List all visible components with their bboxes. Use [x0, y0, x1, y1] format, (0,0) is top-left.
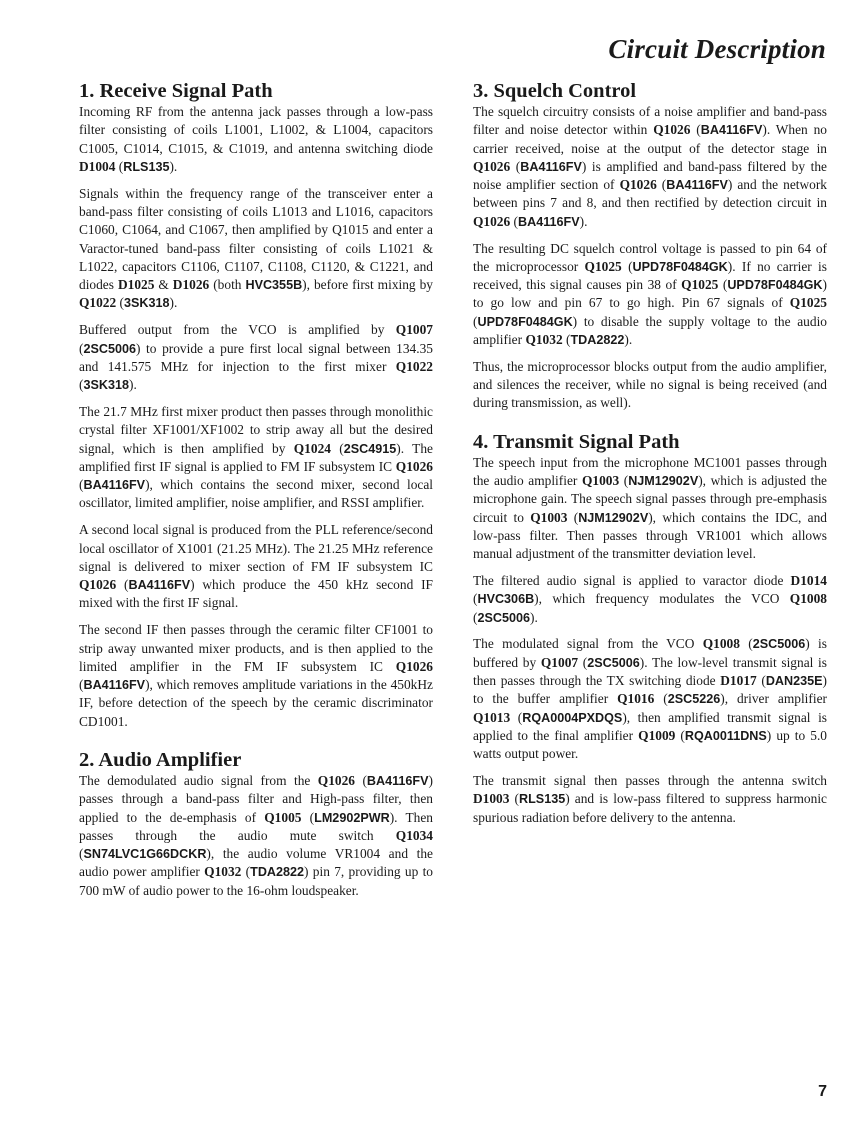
text-run: ( [473, 591, 478, 607]
text-run: A second local signal is produced from the PLL reference/second local oscillator of X1001 (21.25 MHz). The 21.25 MHz reference signal is delivered to mixer section of FM IF subsystem IC [79, 522, 433, 574]
paragraph [473, 358, 827, 413]
component-ref: D1026 [172, 277, 210, 293]
text-run: The speech input from the microphone MC1001 passes through the audio amplifier [473, 454, 827, 489]
part-number: SN74LVC1G66DCKR [83, 847, 207, 862]
text-run: ( [116, 577, 129, 593]
right-column [473, 80, 827, 845]
part-number: UPD78F0484GK [727, 278, 823, 293]
component-ref: Q1013 [473, 709, 511, 725]
text-run: ( [116, 295, 125, 311]
text-run: ( [241, 864, 251, 880]
section-audio-amplifier [79, 749, 433, 900]
text-run: ) to go low and pin 67 to go high. Pin 67 signals of [473, 277, 827, 311]
left-column [79, 80, 433, 918]
part-number: BA4116FV [666, 178, 728, 193]
component-ref: Q1032 [525, 332, 563, 348]
component-ref: D1004 [79, 158, 116, 174]
part-number: RQA0004PXDQS [522, 710, 623, 725]
text-run: The second IF then passes through the ceramic filter CF1001 to strip away unwanted mixer products, and is then applied to the limited amplifier in the FM IF subsystem IC [79, 622, 433, 674]
paragraph [473, 103, 827, 231]
text-run: ) and the network between pins 7 and 8, and then rectified by detection circuit in [473, 177, 828, 211]
component-ref: Q1026 [317, 773, 355, 788]
text-run: The filtered audio signal is applied to varactor diode [473, 573, 791, 589]
part-number: BA4116FV [83, 478, 146, 493]
part-number: LM2902PWR [314, 810, 390, 825]
component-ref: Q1026 [395, 458, 433, 474]
component-ref: Q1026 [473, 213, 511, 229]
text-run: ( [621, 258, 633, 274]
text-run: ( [510, 709, 523, 725]
component-ref: Q1022 [79, 295, 117, 311]
text-run: ( [656, 177, 667, 193]
paragraph [473, 772, 827, 827]
part-number: UPD78F0484GK [632, 259, 728, 274]
paragraph [79, 521, 433, 612]
part-number: TDA2822 [250, 865, 305, 880]
paragraph [79, 185, 433, 313]
text-run: ). [579, 213, 588, 229]
section-title: 3. Squelch Control [473, 80, 637, 102]
component-ref: D1025 [117, 277, 155, 293]
section-body [79, 772, 433, 900]
part-number: RLS135 [519, 792, 566, 807]
component-ref: Q1007 [540, 654, 579, 670]
text-run: The 21.7 MHz first mixer product then passes through monolithic crystal filter XF1001/XF1002 to strip away all but the desired signal, which is then amplified by [79, 403, 433, 456]
text-run: ). [169, 295, 178, 311]
text-run: ), which is adjusted the microphone gain. The speech signal passes through pre-emphasis circuit to [473, 473, 828, 525]
text-run: ). [169, 158, 178, 174]
text-run: ( [79, 377, 84, 393]
text-run: ( [654, 691, 668, 707]
component-ref: Q1025 [584, 258, 622, 274]
text-run: ( [330, 440, 344, 456]
paragraph [473, 572, 827, 627]
part-number: RLS135 [123, 159, 170, 174]
text-run: ) is amplified and band-pass filtered by the noise amplifier section of [473, 158, 828, 193]
page-header-title: Circuit Description [608, 34, 826, 64]
part-number: 3SK318 [83, 378, 129, 393]
part-number: HVC355B [245, 278, 303, 293]
text-run: ). The low-level transmit signal is then passes through the TX switching diode [473, 654, 827, 689]
text-run: ( [79, 340, 84, 356]
part-number: BA4116FV [83, 678, 146, 693]
part-number: TDA2822 [570, 333, 625, 348]
text-run: ( [301, 809, 315, 825]
text-run: Incoming RF from the antenna jack passes through a low-pass filter consisting of coils L1001, L1002, & L1004, capacitors C1005, C1014, C1015, & C1019, and antenna switching diode [79, 104, 433, 156]
text-run: ( [739, 636, 753, 652]
text-run: ). [128, 377, 137, 393]
component-ref: Q1026 [79, 577, 117, 593]
text-run: ) to the buffer amplifier [473, 673, 827, 707]
part-number: 3SK318 [124, 296, 170, 311]
text-run: The resulting DC squelch control voltage is passed to pin 64 of the microprocessor [473, 240, 827, 274]
component-ref: Q1022 [395, 358, 433, 374]
text-run: The demodulated audio signal from the [79, 773, 318, 788]
component-ref: Q1024 [293, 440, 331, 456]
text-run: ( [79, 477, 84, 493]
text-run: ( [510, 213, 519, 229]
part-number: 2SC5006 [587, 655, 640, 670]
text-run: ) which produce the 450 kHz second IF mixed with the first IF signal. [79, 577, 433, 611]
text-run: (both [209, 277, 246, 293]
part-number: DAN235E [765, 674, 823, 689]
text-run: ( [756, 673, 766, 689]
text-run: The modulated signal from the VCO [473, 636, 703, 652]
part-number: RQA0011DNS [684, 728, 767, 743]
text-run: ), which frequency modulates the VCO [534, 591, 790, 607]
part-number: 2SC5006 [83, 341, 136, 356]
part-number: BA4116FV [518, 214, 580, 229]
section-body [79, 103, 433, 731]
paragraph [473, 454, 827, 564]
section-receive-signal-path [79, 80, 433, 731]
component-ref: Q1008 [789, 591, 827, 607]
text-run: ). [529, 609, 538, 625]
text-run: ( [509, 791, 520, 807]
section-title: 2. Audio Amplifier [79, 749, 242, 771]
text-run: ( [355, 773, 367, 788]
component-ref: Q1034 [395, 827, 433, 843]
component-ref: Q1026 [395, 658, 433, 674]
component-ref: Q1016 [617, 691, 655, 707]
paragraph [79, 403, 433, 513]
part-number: NJM12902V [628, 474, 699, 489]
component-ref: Q1025 [681, 277, 719, 293]
paragraph [79, 621, 433, 731]
text-run: The transmit signal then passes through the antenna switch [473, 773, 827, 788]
text-run: Buffered output from the VCO is amplified by [79, 322, 396, 338]
section-body [473, 454, 827, 827]
part-number: NJM12902V [578, 510, 649, 525]
text-run: ( [115, 158, 124, 174]
component-ref: Q1009 [638, 727, 676, 743]
section-transmit-signal-path [473, 431, 827, 827]
part-number: 2SC5006 [752, 637, 806, 652]
paragraph [79, 772, 433, 900]
section-body [473, 103, 827, 413]
text-run: ). When no carrier received, noise at the output of the detector stage in [473, 122, 827, 156]
part-number: 2SC5006 [477, 610, 530, 625]
text-run: Signals within the frequency range of the transceiver enter a band-pass filter consisting of coils L1013 and L1016, capacitors C1060, C1064, and C1067, then amplified by Q1015 and enter a Varactor-tuned band-pass filter consisting of coils L1021 & L1022, capacitors C1106, C1107, C1108, C1120, & C1221, and diodes [79, 185, 433, 293]
part-number: BA4116FV [520, 159, 582, 174]
text-run: ( [567, 509, 579, 525]
section-title: 1. Receive Signal Path [79, 80, 273, 102]
text-run: ( [578, 654, 588, 670]
part-number: 2SC4915 [343, 441, 397, 456]
text-run: ( [510, 158, 521, 174]
text-run: The squelch circuitry consists of a noise amplifier and band-pass filter and noise detector within [473, 104, 827, 138]
text-run: ), then amplified transmit signal is applied to the final amplifier [473, 709, 828, 743]
text-run: ( [562, 332, 571, 348]
text-run: ( [619, 473, 629, 489]
text-run: ( [473, 313, 478, 329]
text-run: ) up to 5.0 watts output power. [473, 727, 828, 762]
component-ref: Q1003 [581, 473, 620, 489]
part-number: HVC306B [477, 592, 535, 607]
text-run: ) and is low-pass filtered to suppress harmonic spurious radiation before delivery to the antenna. [473, 791, 827, 825]
text-run: ( [79, 677, 84, 693]
part-number: BA4116FV [128, 578, 191, 593]
text-run: ). Then passes through the audio mute switch [79, 809, 433, 843]
text-run: ), which removes amplitude variations in the 450kHz IF, before detection of the speech by the ceramic discriminator CD1001. [79, 677, 433, 729]
component-ref: Q1005 [264, 809, 302, 825]
text-run: ( [473, 609, 478, 625]
text-run: ) to disable the supply voltage to the audio amplifier [473, 313, 827, 348]
component-ref: D1014 [790, 573, 827, 589]
text-run: ). If no carrier is received, this signal causes pin 38 of [473, 258, 827, 293]
component-ref: Q1025 [789, 295, 827, 311]
component-ref: D1003 [473, 791, 510, 807]
component-ref: Q1026 [619, 177, 657, 193]
paragraph [79, 321, 433, 394]
page-number: 7 [818, 1083, 827, 1100]
text-run: & [154, 277, 173, 293]
text-run: ( [690, 122, 701, 138]
text-run: ). [624, 332, 633, 348]
component-ref: Q1026 [653, 122, 691, 138]
text-run: ), which contains the second mixer, second local oscillator, limited amplifier, noise amplifier, and RSSI amplifier. [79, 477, 433, 511]
text-run: ), the audio volume VR1004 and the audio power amplifier [79, 846, 433, 880]
component-ref: Q1008 [702, 636, 740, 652]
text-run: ), which contains the IDC, and low-pass filter. Then passes through VR1001 which allows manual adjustment of the transmitter deviation level. [473, 509, 827, 562]
paragraph [473, 240, 827, 350]
section-title: 4. Transmit Signal Path [473, 430, 680, 453]
component-ref: Q1007 [395, 322, 433, 338]
component-ref: Q1032 [204, 864, 242, 880]
text-run: ). The amplified first IF signal is applied to FM IF subsystem IC [79, 440, 433, 474]
part-number: BA4116FV [700, 123, 763, 138]
section-squelch-control [473, 80, 827, 413]
text-run: ), driver amplifier [720, 691, 827, 707]
text-run: ) is buffered by [473, 636, 827, 670]
text-run: ( [79, 846, 84, 862]
component-ref: D1017 [720, 673, 757, 689]
part-number: BA4116FV [366, 774, 429, 788]
text-run: ( [718, 277, 728, 293]
text-run: ) passes through a band-pass filter and High-pass filter, then applied to the de-emphasis of [79, 773, 433, 825]
part-number: UPD78F0484GK [477, 314, 573, 329]
text-run: ( [675, 727, 685, 743]
text-run: ) pin 7, providing up to 700 mW of audio power to the 16-ohm loudspeaker. [79, 864, 433, 898]
part-number: 2SC5226 [667, 692, 721, 707]
text-run: ) to provide a pure first local signal between 134.35 and 141.575 MHz for injection to the first mixer [79, 340, 433, 374]
component-ref: Q1003 [530, 509, 568, 525]
paragraph [473, 635, 827, 763]
text-run: ), before first mixing by [302, 277, 433, 293]
component-ref: Q1026 [473, 158, 511, 174]
paragraph [79, 103, 433, 176]
text-run: Thus, the microprocessor blocks output from the audio amplifier, and silences the receiver, while no signal is being received (and during transmission, as well). [473, 358, 827, 411]
